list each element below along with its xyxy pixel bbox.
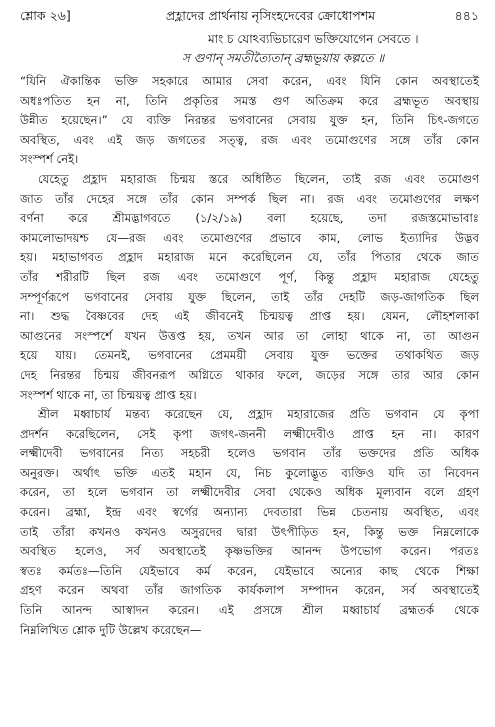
text-line: অনুরক্ত। অর্থাৎ ভক্তি এতই মহান যে, নিচ কুলোদ্ভূত ব্যক্তিও যদি তা নিবেদন — [20, 465, 479, 480]
text-line: হয়ে যায়। তেমনই, ভগবানের প্রেমময়ী সেবায় যুক্ত ভক্তের তথাকথিত জড় — [20, 348, 479, 363]
text-line: অবস্থিত হলেও, সর্ব অবস্থাতেই কৃষ্ণভক্তির আনন্দ উপভোগ করেন। পরতঃ — [20, 544, 479, 559]
text-line: যেহেতু প্রহ্লাদ মহারাজ চিন্ময় স্তরে অধিষ্ঠিত ছিলেন, তাই রজ এবং তমোগুণ — [38, 171, 479, 186]
text-line: তাঁর শরীরটি ছিল রজ এবং তমোগুণে পূর্ণ, কিন্তু প্রহ্লাদ মহারাজ যেহেতু — [20, 269, 479, 284]
text-line: উন্নীত হয়েছেন।” যে ব্যক্তি নিরন্তর ভগবানের সেবায় যুক্ত হন, তিনি চিৎ-জগতে — [20, 113, 479, 128]
running-header — [20, 8, 479, 24]
text-line: সম্পূর্ণরূপে ভগবানের সেবায় যুক্ত ছিলেন, তাই তাঁর দেহটি জড়-জাগতিক ছিল — [20, 289, 479, 304]
paragraph — [20, 170, 479, 405]
text-line: সংস্পর্শ থাকে না, তা চিন্ময়ত্ব প্রাপ্ত হয়। — [20, 387, 197, 402]
text-line: স্বতঃ কর্মতঃ—তিনি যেইভাবে কর্ম করেন, যেইভাবে অন্যের কাছ থেকে শিক্ষা — [20, 563, 479, 578]
text-line: লক্ষ্মীদেবী ভগবানের নিত্য সহচরী হলেও ভগবান তাঁর ভক্তদের প্রতি অধিক — [20, 446, 479, 461]
text-line: অধঃপতিত হন না, তিনি প্রকৃতির সমস্ত গুণ অতিক্রম করে ব্রহ্মভূত অবস্থায় — [20, 93, 479, 108]
text-line: অবস্থিত, এবং এই জড় জগতের সত্ত্ব, রজ এবং তমোগুণের সঙ্গে তাঁর কোন — [20, 132, 479, 147]
page-body — [20, 72, 479, 640]
text-line: হয়। মহাভাগবত প্রহ্লাদ মহারাজ মনে করেছিলেন যে, তাঁর পিতার থেকে জাত — [20, 250, 479, 265]
text-line: নিম্নলিখিত শ্লোক দুটি উল্লেখ করেছেন— — [20, 622, 202, 637]
verse-line: মাং চ যোঽব্যভিচারেণ ভক্তিযোগেন সেবতে । — [208, 32, 419, 46]
text-line: জাত তাঁর দেহের সঙ্গে তাঁর কোন সম্পর্ক ছিল না। রজ এবং তমোগুণের লক্ষণ — [20, 191, 479, 206]
paragraph — [20, 72, 479, 170]
verse-line: স গুণান্‌ সমতীত্যৈতান্‌ ব্রহ্মভূয়ায় কল্পতে ॥ — [182, 51, 385, 65]
text-line: “যিনি ঐকান্তিক ভক্তি সহকারে আমার সেবা করেন, এবং যিনি কোন অবস্থাতেই — [20, 74, 479, 88]
page-number: ৪৪১ — [454, 8, 479, 23]
text-line: না। শুদ্ধ বৈষ্ণবের দেহ এই জীবনেই চিন্ময়ত্ব প্রাপ্ত হয়। যেমন, লৌহশলাকা — [20, 309, 479, 324]
text-line: গ্রহণ করেন অথবা তাঁর জাগতিক কার্যকলাপ সম্পাদন করেন, সর্ব অবস্থাতেই — [20, 583, 479, 598]
text-line: তাই তাঁরা কখনও কখনও অসুরদের দ্বারা উৎপীড়িত হন, কিন্তু ভক্ত নিম্নলোকে — [20, 524, 479, 539]
text-line: করেন। ব্রহ্মা, ইন্দ্র এবং স্বর্গের অন্যান্য দেবতারা ভিন্ন চেতনায় অবস্থিত, এবং — [20, 505, 479, 520]
header-verse-ref: শ্লোক ২৬] — [20, 8, 71, 23]
text-line: দেহ নিরন্তর চিন্ময় জীবনরূপ অগ্নিতে থাকার ফলে, জড়ের সঙ্গে তার আর কোন — [20, 367, 479, 382]
paragraph — [20, 405, 479, 640]
quoted-verse — [20, 30, 479, 68]
text-line: সংস্পর্শ নেই। — [20, 152, 79, 167]
text-line: শ্রীল মধ্বাচার্য মন্তব্য করেছেন যে, প্রহ্লাদ মহারাজের প্রতি ভগবান যে কৃপা — [38, 407, 479, 422]
header-chapter-title: প্রহ্লাদের প্রার্থনায় নৃসিংহদেবের ক্রোধোপশম — [165, 8, 376, 23]
text-line: আগুনের সংস্পর্শে যখন উত্তপ্ত হয়, তখন আর তা লোহা থাকে না, তা আগুন — [20, 328, 479, 343]
text-line: প্রদর্শন করেছিলেন, সেই কৃপা জগৎ-জননী লক্ষ্মীদেবীও প্রাপ্ত হন না। কারণ — [20, 426, 479, 441]
text-line: করেন, তা হলে ভগবান তা লক্ষ্মীদেবীর সেবা থেকেও অধিক মূল্যবান বলে গ্রহণ — [20, 485, 479, 500]
text-line: তিনি আনন্দ আস্বাদন করেন। এই প্রসঙ্গে শ্রীল মধ্বাচার্য ব্রহ্মতর্ক থেকে — [20, 603, 479, 618]
text-line: কামলোভাদয়শ্চ যে—রজ এবং তমোগুণের প্রভাবে কাম, লোভ ইত্যাদির উদ্ভব — [20, 230, 479, 245]
text-line: বর্ণনা করে শ্রীমদ্ভাগবতে (১/২/১৯) বলা হয়েছে, তদা রজস্তমোভাবাঃ — [20, 211, 479, 226]
